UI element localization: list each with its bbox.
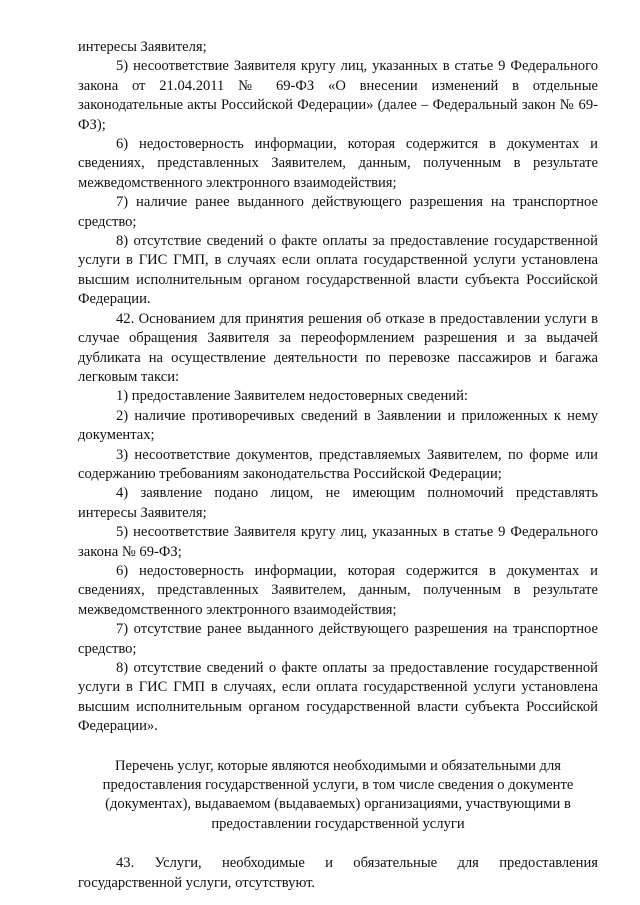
paragraph-item-7: 7) наличие ранее выданного действующего разрешения на транспортное средство; [78,194,598,230]
document-body [78,38,598,893]
paragraph-item-4: 4) заявление подано лицом, не имеющим полномочий представлять интересы Заявителя; [78,485,598,521]
paragraph-clause-43: 43. Услуги, необходимые и обязательные для предоставления государственной услуги, отсутствуют. [78,855,598,891]
spacer [78,834,598,854]
paragraph-item-3: 3) несоответствие документов, представляемых Заявителем, по форме или содержанию требованиям законодательства Российской Федерации; [78,446,598,482]
paragraph-item-7b: 7) отсутствие ранее выданного действующего разрешения на транспортное средство; [78,621,598,657]
paragraph-item-2: 2) наличие противоречивых сведений в Заявлении и приложенных к нему документах; [78,407,598,444]
paragraph-item-8: 8) отсутствие сведений о факте оплаты за предоставление государственной услуги в ГИС ГМП, в случаях если оплата государственной услуги установлена высшим исполнительным органом государственной власти субъекта Российской Федерации. [78,233,598,308]
section-heading: Перечень услуг, которые являются необходимыми и обязательными для предоставления государственной услуги, в том числе сведения о документе (документах), выдаваемом (выдаваемых) организациями, участвующими в предоставлении государственной услуги [102,757,574,832]
paragraph-clause-42: 42. Основанием для принятия решения об отказе в предоставлении услуги в случае обращения Заявителя за переоформлением разрешения и за выдачей дубликата на осуществление деятельности по перевозке пассажиров и багажа легковым такси: [78,310,598,385]
paragraph-item-8b: 8) отсутствие сведений о факте оплаты за предоставление государственной услуги в ГИС ГМП в случаях, если оплата государственной услуги установлена высшим исполнительным органом государственной власти субъекта Российской Федерации». [78,660,598,735]
paragraph-item-5b: 5) несоответствие Заявителя кругу лиц, указанных в статье 9 Федерального закона № 69-ФЗ; [78,524,598,560]
paragraph-item-6: 6) недостоверность информации, которая содержится в документах и сведениях, представленных Заявителем, данным, полученным в результате межведомственного электронного взаимодействия; [78,136,598,191]
paragraph-item-5: 5) несоответствие Заявителя кругу лиц, указанных в статье 9 Федерального закона от 21.04.2011 № 69-ФЗ «О внесении изменений в отдельные законодательные акты Российской Федерации» (далее – Федеральный закон № 69-ФЗ); [78,58,598,133]
paragraph-item-6b: 6) недостоверность информации, которая содержится в документах и сведениях, представленных Заявителем, данным, полученным в результате межведомственного электронного взаимодействия; [78,562,598,618]
paragraph-continuation: интересы Заявителя; [78,39,207,55]
paragraph-item-1: 1) предоставление Заявителем недостоверных сведений: [116,388,468,405]
